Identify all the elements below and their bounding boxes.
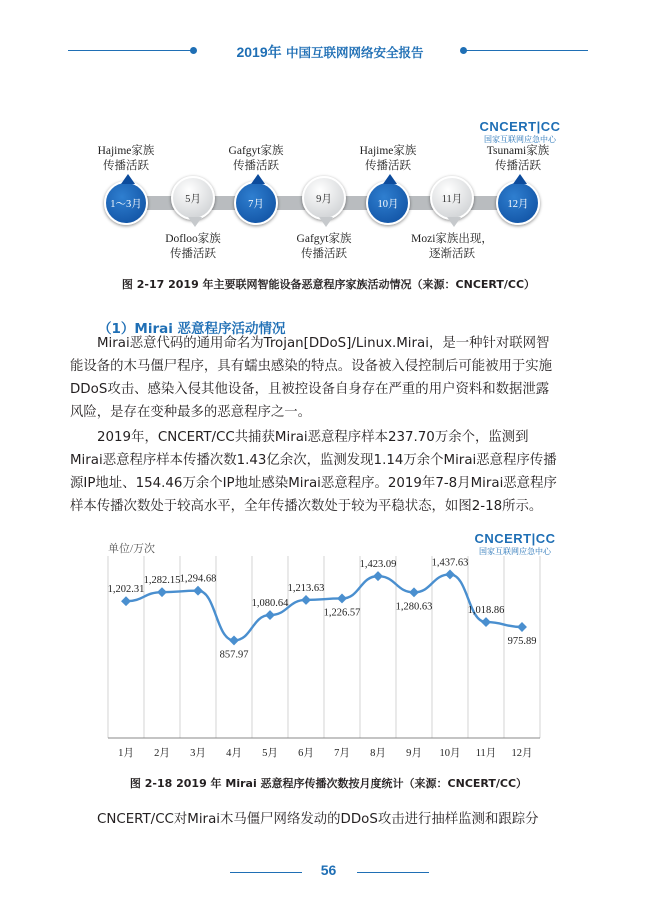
logo-text: CNCERT|CC (474, 531, 556, 546)
data-point (481, 617, 491, 627)
x-tick-label: 9月 (406, 748, 422, 759)
data-label: 1,213.63 (287, 582, 325, 594)
x-tick-label: 3月 (190, 748, 206, 759)
figure-caption: 图 2-18 2019 年 Mirai 恶意程序传播次数按月度统计（来源：CNCERT/CC） (129, 777, 528, 790)
data-label: 1,202.31 (107, 584, 145, 596)
data-point (337, 594, 347, 604)
data-label: 1,280.63 (395, 601, 433, 613)
data-point (445, 570, 455, 580)
data-point (121, 596, 131, 606)
timeline-marker: 11月 (430, 176, 474, 220)
page-number: 56 (320, 862, 337, 878)
timeline-marker: 9月 (302, 176, 346, 220)
text-line: CNCERT/CC对Mirai木马僵尸网络发动的DDoS攻击进行抽样监测和跟踪分 (97, 812, 539, 827)
timeline-marker: 12月 (496, 181, 540, 225)
x-tick-label: 4月 (226, 748, 242, 759)
header-year: 2019年 (236, 44, 282, 60)
data-label: 1,018.86 (467, 605, 505, 617)
timeline-event-below: Dofloo家族 传播活跃 (165, 233, 221, 260)
footer-rule-left (230, 872, 302, 873)
logo-text: CNCERT|CC (479, 119, 561, 134)
x-tick-label: 7月 (334, 748, 350, 759)
data-point (157, 587, 167, 597)
data-point (301, 595, 311, 605)
timeline-event-above: Gafgyt家族 传播活跃 (228, 145, 284, 172)
timeline-event-below: Gafgyt家族 传播活跃 (296, 233, 352, 260)
text-line: 能设备的木马僵尸程序，具有蠕虫感染的特点。设备被入侵控制后可能被用于实施 (70, 359, 553, 374)
text-line: 样本传播次数处于较高水平，全年传播次数处于较为平稳状态，如图2-18所示。 (70, 499, 543, 514)
data-label: 975.89 (507, 635, 537, 647)
x-tick-label: 12月 (511, 748, 533, 759)
paragraph (70, 808, 590, 831)
data-label: 1,080.64 (251, 598, 289, 610)
timeline-event-above: Tsunami家族 传播活跃 (486, 145, 550, 172)
data-point (229, 635, 239, 645)
data-point (517, 622, 527, 632)
data-point (409, 587, 419, 597)
header-title: 中国互联网网络安全报告 (286, 45, 424, 60)
figure-caption: 图 2-17 2019 年主要联网智能设备恶意程序家族活动情况（来源：CNCERT/CC） (121, 278, 536, 291)
timeline-event-above: Hajime家族 传播活跃 (97, 145, 155, 172)
x-tick-label: 2月 (154, 748, 170, 759)
logo-subtitle: 国家互联网应急中心 (479, 547, 551, 556)
section-heading: （1）Mirai 恶意程序活动情况 (98, 321, 286, 337)
data-label: 1,437.63 (431, 557, 469, 569)
timeline-event-below: Mozi家族出现， 逐渐活跃 (411, 233, 493, 260)
data-point (193, 586, 203, 596)
x-tick-label: 1月 (118, 748, 134, 759)
timeline-event-above: Hajime家族 传播活跃 (359, 145, 417, 172)
x-tick-label: 5月 (262, 748, 278, 759)
data-label: 1,226.57 (323, 607, 361, 619)
x-tick-label: 11月 (475, 748, 497, 759)
data-label: 857.97 (219, 649, 249, 661)
timeline-marker: 1～3月 (104, 181, 148, 225)
timeline-marker: 10月 (366, 181, 410, 225)
x-tick-label: 10月 (439, 748, 461, 759)
text-line: Mirai恶意代码的通用命名为Trojan[DDoS]/Linux.Mirai，是一种针对联网智 (97, 336, 550, 351)
timeline-marker: 5月 (171, 176, 215, 220)
data-label: 1,423.09 (359, 559, 397, 571)
x-tick-label: 6月 (298, 748, 314, 759)
data-label: 1,294.68 (179, 573, 217, 585)
x-tick-label: 8月 (370, 748, 386, 759)
text-line: 源IP地址、154.46万余个IP地址感染Mirai恶意程序。2019年7-8月Mirai恶意程序 (70, 476, 557, 491)
text-line: DDoS攻击、感染入侵其他设备，且被控设备自身存在严重的用户资料和数据泄露 (70, 382, 550, 397)
data-label: 1,282.15 (143, 575, 181, 587)
y-axis-unit: 单位/万次 (108, 543, 156, 555)
data-point (265, 610, 275, 620)
text-line: 2019年，CNCERT/CC共捕获Mirai恶意程序样本237.70万余个，监测到 (97, 430, 529, 445)
text-line: Mirai恶意程序样本传播次数1.43亿余次，监测发现1.14万余个Mirai恶意程序传播 (70, 453, 557, 468)
data-point (373, 571, 383, 581)
text-line: 风险，是存在变种最多的恶意程序之一。 (70, 405, 312, 420)
logo-subtitle: 国家互联网应急中心 (484, 135, 556, 144)
footer-rule-right (357, 872, 429, 873)
timeline-marker: 7月 (234, 181, 278, 225)
